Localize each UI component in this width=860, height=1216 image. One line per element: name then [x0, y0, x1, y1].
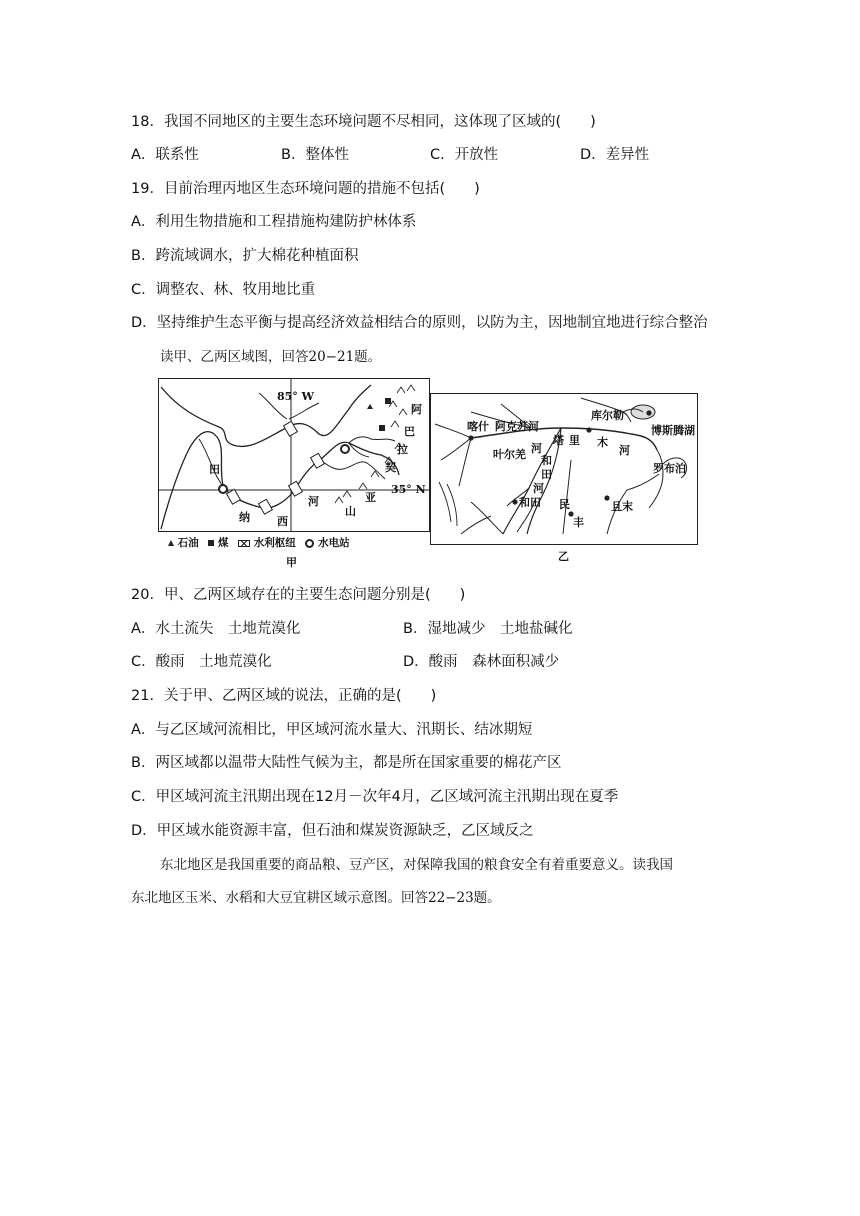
- q19-option-c: C．调整农、林、牧用地比重: [131, 282, 316, 298]
- hydro-station-icon: [305, 539, 314, 548]
- place-label-he: 河: [308, 495, 319, 508]
- label-korla: 库尔勒: [591, 409, 624, 422]
- lat-label: 35° N: [391, 483, 426, 496]
- q21-option-a: A．与乙区域河流相比，甲区域河流水量大、汛期长、结冰期短: [131, 722, 533, 738]
- map-jia-legend: [168, 536, 430, 550]
- label-hotan: 和田: [519, 496, 541, 509]
- legend-coal: 煤: [217, 537, 229, 549]
- q19-option-a: A．利用生物措施和工程措施构建防护林体系: [131, 214, 417, 230]
- question-20-stem: 20．甲、乙两区域存在的主要生态问题分别是( ): [131, 587, 466, 603]
- dam-icon: [238, 540, 250, 547]
- label-ta: 塔: [553, 434, 564, 447]
- label-he: 和: [541, 454, 552, 467]
- q18-option-b: B．整体性: [281, 147, 349, 163]
- question-18-stem: 18．我国不同地区的主要生态环境问题不尽相同，这体现了区域的( ): [131, 114, 596, 130]
- intro-22-23-line2: 东北地区玉米、水稻和大豆宜耕区域示意图。回答22−23题。: [131, 890, 501, 906]
- place-label-shan: 山: [345, 505, 356, 518]
- place-label-qi: 契: [385, 461, 396, 474]
- label-mu: 木: [597, 436, 608, 449]
- q21-option-d: D．甲区域水能资源丰富，但石油和煤炭资源缺乏，乙区域反之: [131, 823, 534, 839]
- place-label-a: 阿: [411, 403, 422, 416]
- map-figure: [158, 378, 700, 568]
- oil-icon: [168, 540, 174, 546]
- q18-option-c: C．开放性: [430, 147, 499, 163]
- q18-option-a: A．联系性: [131, 147, 199, 163]
- q19-option-d: D．坚持维护生态平衡与提高经济效益相结合的原则，以防为主，因地制宜地进行综合整治: [131, 315, 708, 331]
- label-lop-nur: 罗布泊: [653, 462, 686, 475]
- intro-22-23-line1: 东北地区是我国重要的商品粮、豆产区，对保障我国的粮食安全有着重要意义。读我国: [160, 857, 673, 873]
- map-yi: [430, 393, 698, 545]
- map-yi-caption: 乙: [558, 550, 569, 563]
- q18-option-d: D．差异性: [580, 147, 650, 163]
- legend-hydro: 水电站: [318, 537, 350, 549]
- label-feng: 丰: [573, 516, 584, 529]
- label-tian: 田: [541, 468, 552, 481]
- label-kashgar: 喀什: [467, 420, 489, 433]
- q20-option-d: D．酸雨 森林面积减少: [403, 654, 560, 670]
- label-min: 民: [559, 498, 570, 511]
- place-label-xi: 西: [277, 515, 288, 528]
- q20-option-a: A．水土流失 土地荒漠化: [131, 621, 301, 637]
- intro-20-21: 读甲、乙两区域图，回答20−21题。: [160, 349, 382, 365]
- place-label-ba: 巴: [404, 425, 415, 438]
- label-qiemo: 且末: [611, 500, 633, 513]
- q20-option-c: C．酸雨 土地荒漠化: [131, 654, 272, 670]
- q21-option-c: C．甲区域河流主汛期出现在12月－次年4月，乙区域河流主汛期出现在夏季: [131, 789, 619, 805]
- legend-dam: 水利枢纽: [253, 537, 296, 549]
- question-19-stem: 19．目前治理丙地区生态环境问题的措施不包括( ): [131, 181, 480, 197]
- question-21-stem: 21．关于甲、乙两区域的说法，正确的是( ): [131, 688, 437, 704]
- q20-option-b: B．湿地减少 土地盐碱化: [403, 621, 573, 637]
- lon-label: 85° W: [277, 390, 314, 403]
- legend-oil: 石油: [177, 537, 199, 549]
- label-hotan-he: 河: [533, 482, 544, 495]
- label-tarim-he: 河: [619, 444, 630, 457]
- place-label-na: 纳: [239, 511, 250, 524]
- q19-option-b: B．跨流域调水，扩大棉花种植面积: [131, 248, 359, 264]
- q21-option-b: B．两区域都以温带大陆性气候为主，都是所在国家重要的棉花产区: [131, 755, 562, 771]
- label-li: 里: [569, 434, 580, 447]
- place-label-ya: 亚: [365, 491, 376, 504]
- map-jia-caption: 甲: [286, 556, 297, 569]
- label-yarkand-he: 河: [531, 442, 542, 455]
- label-yarkand: 叶尔羌: [493, 448, 526, 461]
- place-label-tian: 田: [209, 463, 220, 476]
- coal-icon: [208, 540, 214, 546]
- place-label-la: 拉: [397, 443, 408, 456]
- map-jia: [158, 378, 430, 532]
- label-aksu-river: 阿克苏河: [495, 420, 539, 433]
- label-bosten-lake: 博斯腾湖: [651, 424, 695, 437]
